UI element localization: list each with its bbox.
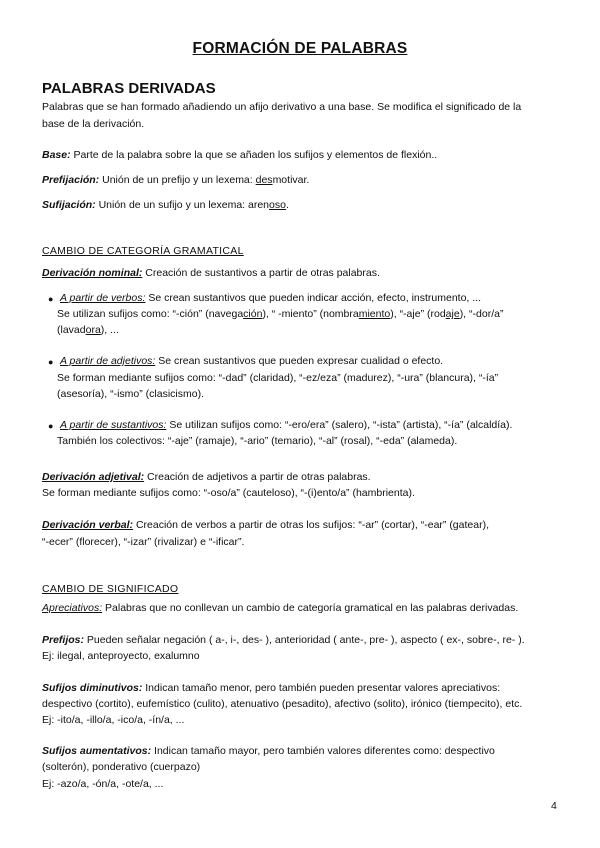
verbal-line-2: “-ecer” (florecer), “-izar” (rivalizar) e “-ificar”. <box>42 536 245 548</box>
verbos-text: Se crean sustantivos que pueden indicar acción, efecto, instrumento, ... <box>145 292 482 304</box>
prefijacion-text: Unión de un prefijo y un lexema: <box>99 174 256 186</box>
derivacion-nominal <box>42 266 380 281</box>
diminutivos-term: Sufijos diminutivos: <box>42 682 143 694</box>
section-heading: PALABRAS DERIVADAS <box>42 80 216 97</box>
aumentativos-term: Sufijos aumentativos: <box>42 745 152 757</box>
sustantivos-line-1 <box>60 418 512 433</box>
sufijacion-example-suffix: oso <box>269 199 286 211</box>
intro-line-1: Palabras que se han formado añadiendo un afijo derivativo a una base. Se modifica el significado de la <box>42 101 522 113</box>
verbos-l2g: ), “-dor/a” <box>459 308 504 320</box>
aumentativos-text: Indican tamaño mayor, pero también valores diferentes como: despectivo <box>151 745 495 757</box>
verbos-l3a: (lavad <box>57 324 86 336</box>
aumentativos-line-1 <box>42 744 495 759</box>
base-definition <box>42 148 437 163</box>
aumentativos-line-2: (solterón), ponderativo (cuerpazo) <box>42 761 201 773</box>
verbos-l2e: ), “-aje” (rod <box>390 308 446 320</box>
nominal-text: Creación de sustantivos a partir de otras palabras. <box>142 267 380 279</box>
verbos-l3c: ), ... <box>100 324 119 336</box>
diminutivos-line-1 <box>42 681 500 696</box>
prefijacion-definition <box>42 173 309 188</box>
base-term: Base: <box>42 149 71 161</box>
verbos-term: A partir de verbos: <box>60 292 146 304</box>
diminutivos-text: Indican tamaño menor, pero también pueden presentar valores apreciativos: <box>142 682 501 694</box>
verbos-line-2 <box>57 307 503 322</box>
prefijos-line-2: Ej: ilegal, anteproyecto, exalumno <box>42 650 200 662</box>
adjetivos-text: Se crean sustantivos que pueden expresar cualidad o efecto. <box>155 355 444 367</box>
sustantivos-text: Se utilizan sufijos como: “-ero/era” (salero), “-ista” (artista), “-ía” (alcaldía). <box>166 419 513 431</box>
sufijacion-term: Sufijación: <box>42 199 96 211</box>
sufijacion-definition <box>42 198 289 213</box>
sufijacion-text: Unión de un sufijo y un lexema: aren <box>95 199 270 211</box>
prefijacion-example-rest: motivar. <box>272 174 310 186</box>
sustantivos-term: A partir de sustantivos: <box>60 419 167 431</box>
page-title: FORMACIÓN DE PALABRAS <box>192 40 408 57</box>
sustantivos-line-2: También los colectivos: “-aje” (ramaje), “-ario” (temario), “-al” (rosal), “-eda” (alameda). <box>57 435 458 447</box>
adjetivos-line-2: Se forman mediante sufijos como: “-dad” (claridad), “-ez/eza” (madurez), “-ura” (blancura), “-ía” <box>57 372 499 384</box>
verbal-text: Creación de verbos a partir de otras los sufijos: “-ar” (cortar), “-ear” (gatear), <box>133 519 489 531</box>
verbos-line-1 <box>60 291 481 306</box>
page-number: 4 <box>551 800 557 812</box>
verbos-line-3 <box>57 323 119 338</box>
section-cambio-categoria: CAMBIO DE CATEGORÍA GRAMATICAL <box>42 245 244 257</box>
prefijacion-example-prefix: des <box>255 174 273 186</box>
prefijos-text: Pueden señalar negación ( a-, i-, des- ), anterioridad ( ante-, pre- ), aspecto ( ex-, sobre-, re- ). <box>84 634 525 646</box>
verbos-l2f: aje <box>445 308 460 320</box>
adjetivos-line-1 <box>60 354 443 369</box>
adjetivos-term: A partir de adjetivos: <box>60 355 156 367</box>
adjetival-term: Derivación adjetival: <box>42 471 145 483</box>
adjetival-line-2: Se forman mediante sufijos como: “-oso/a” (cauteloso), “-(i)ento/a” (hambrienta). <box>42 487 415 499</box>
sufijacion-example-rest: . <box>285 199 289 211</box>
intro-line-2: base de la derivación. <box>42 118 145 130</box>
derivacion-verbal <box>42 518 489 533</box>
prefijos-line-1 <box>42 633 525 648</box>
apreciativos-term: Apreciativos: <box>42 602 103 614</box>
apreciativos-text: Palabras que no conllevan un cambio de categoría gramatical en las palabras derivadas. <box>102 602 519 614</box>
diminutivos-line-3: Ej: -ito/a, -illo/a, -ico/a, -ín/a, ... <box>42 714 185 726</box>
prefijacion-term: Prefijación: <box>42 174 100 186</box>
prefijos-term: Prefijos: <box>42 634 85 646</box>
verbos-l2c: ), “ -miento” (nombra <box>262 308 359 320</box>
base-text: Parte de la palabra sobre la que se añaden los sufijos y elementos de flexión.. <box>70 149 438 161</box>
bullet-icon: ● <box>48 357 54 367</box>
verbos-l2d: miento <box>358 308 391 320</box>
diminutivos-line-2: despectivo (cortito), eufemístico (culito), atenuativo (pesadito), afectivo (solito), irónico (tiempecito), etc. <box>42 698 523 710</box>
verbos-l2b: ción <box>243 308 263 320</box>
nominal-term: Derivación nominal: <box>42 267 143 279</box>
aumentativos-line-3: Ej: -azo/a, -ón/a, -ote/a, ... <box>42 778 164 790</box>
bullet-icon: ● <box>48 294 54 304</box>
adjetival-text: Creación de adjetivos a partir de otras palabras. <box>144 471 371 483</box>
verbos-l3b: ora <box>85 324 101 336</box>
verbal-term: Derivación verbal: <box>42 519 134 531</box>
adjetivos-line-3: (asesoría), “-ismo” (clasicismo). <box>57 388 205 400</box>
derivacion-adjetival <box>42 470 371 485</box>
apreciativos-definition <box>42 601 518 616</box>
section-cambio-significado: CAMBIO DE SIGNIFICADO <box>42 583 179 595</box>
bullet-icon: ● <box>48 421 54 431</box>
verbos-l2a: Se utilizan sufijos como: “-ción” (navega <box>57 308 244 320</box>
